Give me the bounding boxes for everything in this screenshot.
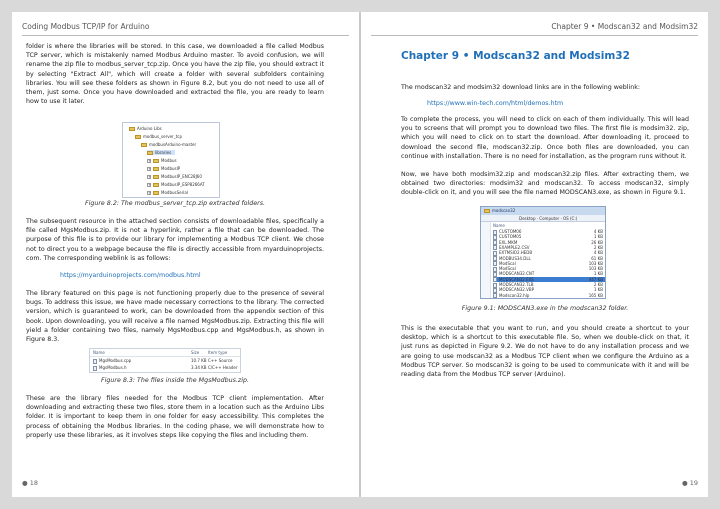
folder-icon <box>153 183 159 187</box>
header-divider <box>90 356 240 357</box>
file-name: EXAMPLE2.CSV <box>499 244 530 250</box>
file-row: MgsModbus.h <box>93 365 126 371</box>
tree-item: + ModbusSerial <box>148 190 188 195</box>
file-size: 4 KB <box>593 229 603 234</box>
file-size: 103 KB <box>588 266 603 272</box>
figure-8-3-caption: Figure 8.3: The files inside the MgsModbus.zip. <box>101 377 249 384</box>
paragraph-3: The library featured on this page is not functioning properly due to the presence of several bugs. To address this issue, we have made necessary corrections to the library. The corrected version, which is guaranteed to work, can be downloaded from the appendix section of this book. Upon downloading, you will receive a file named MgsModbus.zip. Extracting this file will yield a folder containing two files, namely MgsModbus.cpp and MgsModbus.h, as shown in Figure 8.3. <box>26 290 324 344</box>
address-path: Desktop · Computer · OS (C:) <box>519 216 578 221</box>
chapter-title: Chapter 9 • Modscan32 and Modsim32 <box>401 50 630 62</box>
header-file-icon <box>93 366 97 371</box>
file-name: MODBUS34.DLL <box>499 255 531 261</box>
file-name: MODSCAN32.TLB <box>499 282 534 287</box>
file-size: 26 KB <box>591 239 603 245</box>
figure-9-1-caption: Figure 9.1: MODSCAN3.exe in the modscan32 folder. <box>461 305 629 312</box>
figure-9-1-explorer-window <box>480 206 606 299</box>
folder-icon <box>153 175 159 179</box>
left-page <box>12 12 359 497</box>
folder-icon <box>153 191 159 195</box>
tree-item: modbus_server_tcp <box>135 134 182 139</box>
modbus-weblink[interactable]: https://myarduinoprojects.com/modbus.html <box>60 272 201 279</box>
file-name: ModScal <box>499 266 516 272</box>
paragraph-4: These are the library files needed for the Modbus TCP client implementation. After downloading and extracting these two files, store them in a location such as the Arduino Libs folder. It is important to keep them in one folder for easy accessibility. This completes the process of obtaining the Modbus libraries. In the coding phase, we will demonstrate how to properly use these libraries, as it involves steps like copying the files and including them. <box>26 395 324 439</box>
running-header: Chapter 9 • Modscan32 and Modsim32 <box>551 22 698 31</box>
file-type: C++ Source <box>208 358 233 363</box>
col-size-header: Size <box>191 350 200 355</box>
wintech-weblink[interactable]: https://www.win-tech.com/html/demos.htm <box>427 100 564 107</box>
folder-icon <box>141 143 147 147</box>
running-header: Coding Modbus TCP/IP for Arduino <box>22 22 150 31</box>
expand-icon: + <box>148 159 151 163</box>
folder-icon <box>484 209 490 213</box>
file-size: 1 KB <box>593 271 603 277</box>
figure-8-2-screenshot <box>122 122 220 198</box>
page-number: ● 19 <box>681 479 698 487</box>
file-size: 103 KB <box>588 260 603 266</box>
file-size: 2 KB <box>593 282 603 287</box>
file-name: CUSTOM06 <box>499 229 522 234</box>
file-icon <box>493 293 497 298</box>
file-row[interactable] <box>493 293 605 299</box>
paragraph-4: This is the executable that you want to run, and you should create a shortcut to your desktop, which is a shortcut to this executable file. So, when we double-click on that, it just runs as depicted in Figure 9.2. We do not have to do any installation process and we are going to use modscan32 as a Modbus TCP client when we configure the Arduino as a Modbus TCP server. So modscan32 is going to be used to communicate with it and will be reading data from the Modbus TCP server (Arduino). <box>401 325 689 379</box>
paragraph-2: To complete the process, you will need to click on each of them individually. This will lead you to screens that will prompt you to download two files. The first file is modsim32. zip, which you will need to click on to start the download. After downloading it, proceed to download the second file, modscan32.zip. Once both files are downloaded, you can continue with installation. There is no need for installation, as the program runs without it. <box>401 116 689 160</box>
file-name: MODSCAN32.VBP <box>499 287 534 293</box>
folder-icon <box>153 159 159 163</box>
tree-item: Arduino Libs <box>129 126 162 131</box>
header-rule <box>22 35 349 36</box>
folder-icon <box>129 127 135 131</box>
tree-item: + Modbus <box>148 158 177 163</box>
figure-8-3-screenshot <box>89 348 241 373</box>
cpp-file-icon <box>93 359 97 364</box>
paragraph-1: The modscan32 and modsim32 download links are in the following weblink: <box>401 84 641 91</box>
file-size: 4 KB <box>593 250 603 256</box>
file-name: CUSTOM05 <box>499 234 522 240</box>
paragraph-3: Now, we have both modsim32.zip and modscan32.zip files. After extracting them, we obtained two directories: modsim32 and modscan32. To access modscan32, simply double-click on it, and you will see the file named MODSCAN3.exe, as shown in Figure 9.1. <box>401 171 689 197</box>
expand-icon: + <box>148 175 151 179</box>
file-name: EXL.MKM <box>499 239 518 245</box>
file-row: MgsModbus.cpp <box>93 358 131 364</box>
paragraph-1: folder is where the libraries will be stored. In this case, we downloaded a file called Modbus TCP server, which is mistakenly named Modbus Arduino master. To avoid confusion, we will rename the zip file to modbus_server_tcp.zip. Once you have the zip file, you should extract it by selecting "Extract All", which will create a folder with several subfolders containing libraries. You will see these folders as shown in Figure 8.2, but you do not need to use all of them, just some. Once you have downloaded and extracted the file, you are ready to learn how to use it later. <box>26 43 324 106</box>
expand-icon: + <box>148 183 151 187</box>
right-page <box>361 12 708 497</box>
tree-item: + ModbusIP_ESP8266AT <box>148 182 205 187</box>
file-size: 10.7 KB <box>191 358 207 363</box>
tree-item: + ModbusIP_ENC28J60 <box>148 174 202 179</box>
page-number: ● 18 <box>22 479 39 487</box>
col-name-header: Name <box>493 223 505 228</box>
folder-icon <box>135 135 141 139</box>
tree-item-selected: libraries <box>147 150 175 155</box>
tree-item: modbusArduino-master <box>141 142 196 147</box>
file-type: C/C++ Header <box>208 365 238 370</box>
file-size: 165 KB <box>588 292 603 298</box>
col-name-header: Name <box>93 350 105 355</box>
navigation-pane <box>481 222 491 298</box>
figure-8-2-caption: Figure 8.2: The modbus_server_tcp.zip extracted folders. <box>84 200 266 207</box>
expand-icon: + <box>148 167 151 171</box>
file-size: 2 KB <box>593 244 603 250</box>
folder-icon <box>153 167 159 171</box>
expand-icon: + <box>148 191 151 195</box>
file-name: MODSCAN32.CNT <box>499 271 535 277</box>
col-type-header: Item type <box>208 350 228 355</box>
folder-icon <box>147 151 153 155</box>
file-name: Modscan32.hlp <box>499 292 530 298</box>
window-title: modscan32 <box>484 208 515 213</box>
file-size: 1 KB <box>593 287 603 293</box>
file-size: 1 KB <box>593 234 603 240</box>
file-name: MODSCAN32.EXE <box>499 276 534 282</box>
header-rule <box>371 35 698 36</box>
file-size: 447 KB <box>588 276 603 282</box>
tree-item: + ModbusIP <box>148 166 181 171</box>
file-name: EXTMSIO2.HEDB <box>499 250 533 256</box>
paragraph-2: The subsequent resource in the attached section consists of downloadable files, specifically a file called MgsModbus.zip. It is not a hyperlink, rather a file that can be downloaded. The purpose of this file is to provide our library for implementing a Modbus TCP client. We chose not to direct you to a webpage because the file is directly accessible from myarduinoprojects. com. The corresponding weblink is as follows: <box>26 218 324 262</box>
file-name: ModScal <box>499 260 516 266</box>
file-size: 61 KB <box>591 255 603 261</box>
file-size: 3.34 KB <box>191 365 207 370</box>
